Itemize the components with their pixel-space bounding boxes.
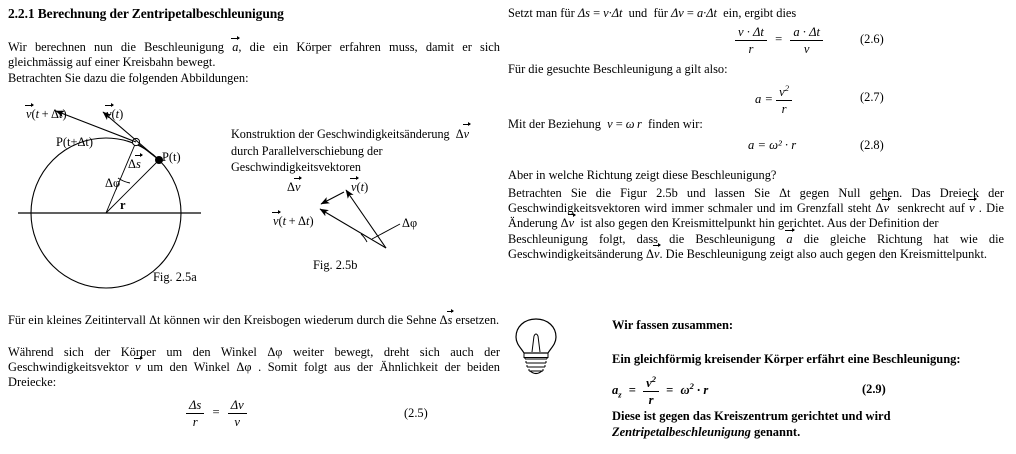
equation-2-9-number: (2.9) [862, 382, 886, 397]
intro-paragraph: Wir berechnen nun die Beschleunigung a, die ein Körper erfahren muss, damit er sich gleichmässig auf einer Kreisbahn bewegt. [8, 40, 501, 70]
summary-heading: Wir fassen zusammen: [612, 318, 734, 332]
figure-b-label-angle: Δφ [402, 216, 418, 230]
relation-line: Mit der Beziehung v = ω r finden wir: [508, 117, 703, 131]
equation-2-9-fraction: $\frac{v^2}{r}$ [643, 375, 659, 407]
equation-2-7-lhs: a = [755, 92, 773, 107]
vector-a-inline: a [232, 40, 239, 54]
equation-2-7 [755, 84, 792, 116]
equation-2-9-lhs: $a_z$ [612, 383, 622, 400]
figure-a-label-chord: Δs [128, 157, 141, 171]
intro-line2: Betrachten Sie dazu die folgenden Abbildungen: [8, 71, 249, 85]
summary-closing-line-1: Diese ist gegen das Kreiszentrum gerichtet und wird [612, 409, 891, 424]
figure-b-label-delta-v: Δv [287, 180, 301, 194]
paragraph-chord: Für ein kleines Zeitintervall Δt können wir den Kreisbogen wiederum durch die Sehne Δs ersetzen. [8, 313, 500, 327]
figure-a-label-point-next: P(t+Δt) [56, 135, 93, 149]
question-line: Aber in welche Richtung zeigt diese Beschleunigung? [508, 168, 777, 182]
equation-2-6-rhs: $\frac{a \cdot \Delta t}{v}$ [790, 25, 823, 56]
summary-statement: Ein gleichförmig kreisender Körper erfährt eine Beschleunigung: [612, 351, 961, 366]
page-title: 2.2.1 Berechnung der Zentripetalbeschleunigung [8, 6, 284, 21]
figure-a-label-velocity-next: v(t + Δt) [26, 107, 67, 121]
equals-sign-1: = [628, 383, 636, 398]
direction-paragraph: Betrachten Sie die Figur 2.5b und lassen Sie Δt gegen Null gehen. Das Dreieck der Geschwindigkeitsvektoren wird immer schmaler und im Grenzfall steht Δv senkrecht auf v . Die Änderung Δv ist also gegen den Kreismittelpunkt hin gerichtet. Aus der Definition der [508, 186, 1005, 231]
equation-2-8: a = ω² · r [748, 138, 797, 152]
figure-2-5a [8, 104, 223, 289]
figure-a-label-radius: r [120, 198, 126, 212]
caption-line-3: Geschwindigkeitsvektoren [231, 160, 361, 175]
direction-paragraph-2: Beschleunigung folgt, dass die Beschleunigung a die gleiche Richtung hat wie die Geschwindigkeitsänderung Δv. Die Beschleunigung zeigt also auch gegen den Kreismittelpunkt. [508, 232, 1005, 262]
figure-a-caption-label: Fig. 2.5a [153, 270, 197, 284]
figure-b-label-velocity-current: v(t) [351, 180, 369, 194]
lightbulb-icon [508, 316, 564, 378]
equation-2-9 [612, 375, 708, 407]
summary-box [612, 318, 1008, 440]
equation-2-6-lhs: $\frac{v \cdot \Delta t}{r}$ [735, 25, 767, 56]
equals-sign: = [212, 405, 220, 420]
acceleration-line: Für die gesuchte Beschleunigung a gilt also: [508, 62, 728, 76]
figure-b-label-velocity-next: v(t + Δt) [273, 214, 314, 228]
summary-closing-line-2 [612, 425, 1008, 441]
equation-2-8-number: (2.8) [860, 138, 884, 152]
equation-2-5-number: (2.5) [404, 406, 428, 420]
equals-sign-2: = [666, 383, 674, 398]
caption-line-1: Konstruktion der Geschwindigkeitsänderung Δv [231, 127, 470, 141]
substitution-line: Setzt man für Δs = v·Δt und für Δv = a·Δt ein, ergibt dies [508, 6, 797, 20]
summary-term-italic: Zentripetalbeschleunigung [612, 424, 751, 439]
figure-a-label-velocity-current: v(t) [106, 107, 124, 121]
equation-2-9-rhs: $\omega^2 \cdot r$ [680, 381, 709, 398]
equals-sign: = [775, 32, 783, 47]
equation-2-5 [186, 398, 247, 429]
equation-2-9-row [612, 373, 1008, 409]
equation-2-5-lhs: $\frac{\Delta s}{r}$ [186, 398, 204, 429]
figure-a-side-caption [231, 126, 501, 176]
left-column [8, 0, 500, 454]
figure-a-label-angle: Δφ [105, 176, 121, 190]
figure-2-5b [273, 178, 473, 272]
equation-2-9-num: $v^2$ [643, 375, 659, 392]
equation-2-6 [735, 25, 823, 56]
equation-2-7-number: (2.7) [860, 90, 884, 104]
figure-2-5a-drawing [8, 104, 223, 289]
equation-2-7-num: $v^2$ [776, 84, 792, 101]
equation-2-5-rhs: $\frac{\Delta v}{v}$ [228, 398, 247, 429]
equation-2-6-number: (2.6) [860, 32, 884, 46]
lightbulb-icon-drawing [508, 316, 564, 378]
paragraph-similar-triangles: Während sich der Körper um den Winkel Δφ weiter bewegt, dreht sich auch der Geschwindigkeitsvektor v um den Winkel Δφ . Somit folgt aus der Ähnlichkeit der beiden Dreiecke: [8, 345, 500, 390]
caption-line-2: durch Parallelverschiebung der [231, 143, 383, 158]
figure-b-caption-label: Fig. 2.5b [313, 258, 358, 272]
figure-a-label-point-current: P(t) [162, 150, 181, 164]
summary-closing-word: genannt. [754, 424, 801, 439]
equation-2-7-fraction: $\frac{v^2}{r}$ [776, 84, 792, 116]
